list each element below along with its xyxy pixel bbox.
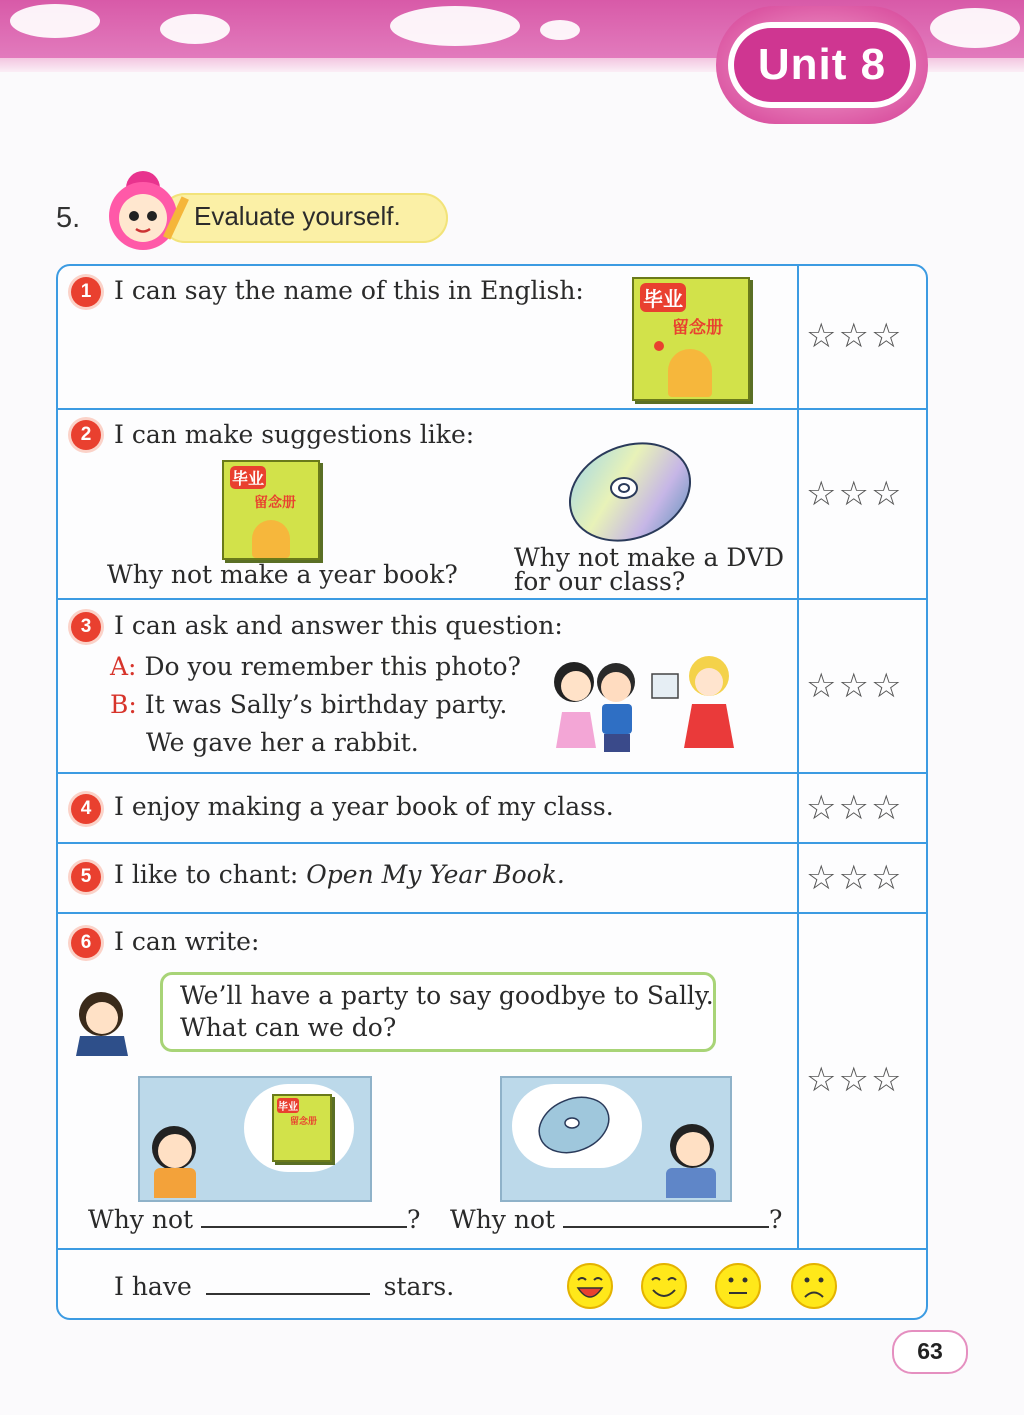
cloud-decoration xyxy=(390,6,520,46)
girl-avatar-icon xyxy=(68,988,134,1056)
neutral-face-icon[interactable] xyxy=(714,1262,762,1310)
row-number-badge: 5 xyxy=(71,862,101,892)
unit-title: Unit 8 xyxy=(734,28,910,102)
mascot-icon xyxy=(88,168,198,258)
cloud-decoration xyxy=(160,14,230,44)
rating-stars[interactable]: ☆☆☆ xyxy=(806,666,904,706)
dialogue-line-b: B: It was Sally’s birthday party. xyxy=(110,690,508,719)
speech-line-2: What can we do? xyxy=(180,1013,397,1042)
section-number: 5. xyxy=(56,202,81,234)
sad-face-icon[interactable] xyxy=(790,1262,838,1310)
speech-line-1: We’ll have a party to say goodbye to Sally. xyxy=(180,981,714,1010)
rating-stars[interactable]: ☆☆☆ xyxy=(806,474,904,514)
write-prompt-left: Why not ? xyxy=(88,1205,421,1234)
row-number-badge: 4 xyxy=(71,794,101,824)
suggestion-caption-right-line2: for our class? xyxy=(514,567,686,596)
row-4-text: I enjoy making a year book of my class. xyxy=(114,792,614,821)
row-3-text: I can ask and answer this question: xyxy=(114,611,563,640)
dialogue-line-a: A: Do you remember this photo? xyxy=(110,652,521,681)
stars-total-blank[interactable] xyxy=(206,1291,370,1295)
rating-stars[interactable]: ☆☆☆ xyxy=(806,788,904,828)
happy-face-icon[interactable] xyxy=(640,1262,688,1310)
row-5-text: I like to chant: Open My Year Book. xyxy=(114,860,565,889)
yearbook-illustration: 毕业 留念册 xyxy=(632,277,750,401)
rating-stars[interactable]: ☆☆☆ xyxy=(806,1060,904,1100)
row-6-text: I can write: xyxy=(114,927,260,956)
row-2-text: I can make suggestions like: xyxy=(114,420,475,449)
laughing-face-icon[interactable] xyxy=(566,1262,614,1310)
stars-total-line: I have stars. xyxy=(114,1272,455,1301)
row-number-badge: 1 xyxy=(71,277,101,307)
yearbook-illustration: 毕业 留念册 xyxy=(222,460,320,560)
dvd-icon xyxy=(566,440,694,544)
rating-stars[interactable]: ☆☆☆ xyxy=(806,316,904,356)
row-number-badge: 3 xyxy=(71,612,101,642)
row-number-badge: 2 xyxy=(71,420,101,450)
rating-stars[interactable]: ☆☆☆ xyxy=(806,858,904,898)
dvd-icon xyxy=(536,1094,612,1156)
section-title: Evaluate yourself. xyxy=(194,201,401,231)
star-column-divider xyxy=(797,266,799,1248)
row-number-badge: 6 xyxy=(71,928,101,958)
dialogue-line-b-continued: We gave her a rabbit. xyxy=(146,728,419,757)
cloud-decoration xyxy=(10,4,100,38)
dvd-thought-picture xyxy=(500,1076,732,1202)
answer-blank-left[interactable] xyxy=(201,1224,407,1228)
children-gift-illustration xyxy=(544,652,744,756)
suggestion-caption-right-line1: Why not make a DVD xyxy=(514,543,785,572)
cloud-decoration xyxy=(540,20,580,40)
yearbook-thought-picture: 毕业 留念册 xyxy=(138,1076,372,1202)
answer-blank-right[interactable] xyxy=(563,1224,769,1228)
row-1-text: I can say the name of this in English: xyxy=(114,276,584,305)
page-number: 63 xyxy=(892,1330,968,1374)
write-prompt-right: Why not ? xyxy=(450,1205,783,1234)
cloud-decoration xyxy=(930,8,1020,48)
suggestion-caption-left: Why not make a year book? xyxy=(107,560,458,589)
